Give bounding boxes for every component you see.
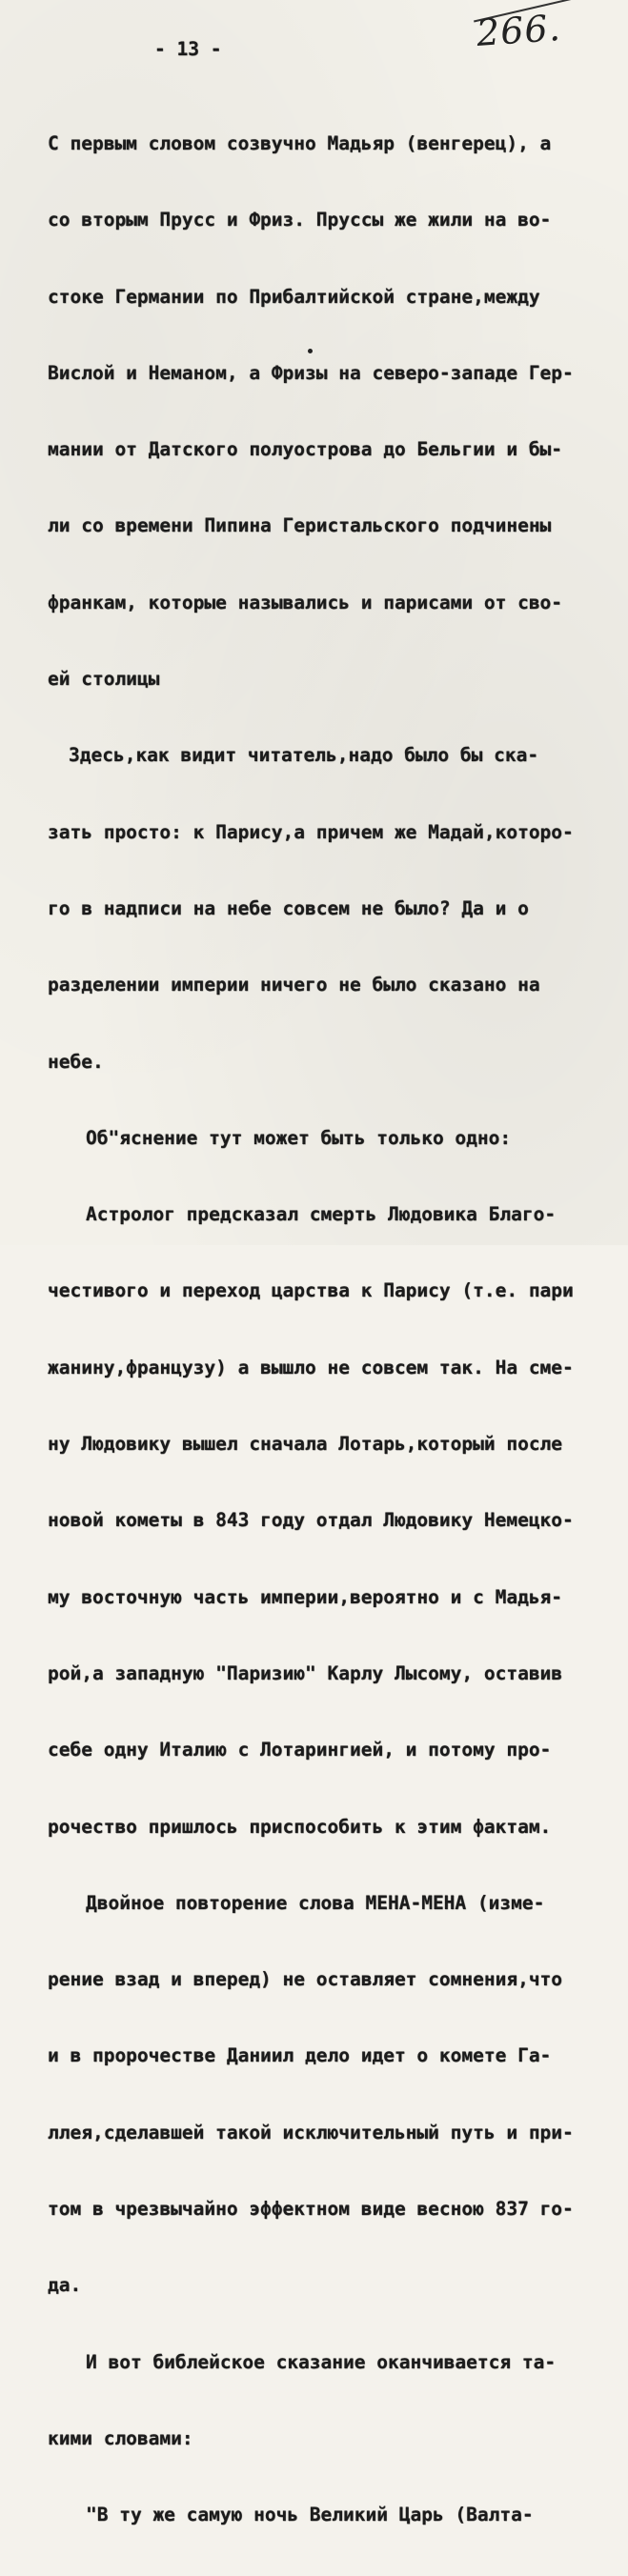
text-line: ллея,сделавшей такой исключительный путь и при-	[48, 2121, 574, 2143]
text-line: ей столицы	[48, 668, 160, 691]
text-line: стоке Германии по Прибалтийской стране,между	[48, 285, 540, 308]
text-line: го в надписи на небе совсем не было? Да и о	[48, 896, 529, 919]
text-line: небе.	[48, 1050, 104, 1073]
text-line: Здесь,как видит читатель,надо было бы ска-	[69, 744, 539, 767]
text-line: франкам, которые назывались и парисами от сво-	[48, 591, 563, 614]
text-line: и в пророчестве Даниил дело идет о комете Га-	[48, 2044, 552, 2067]
text-line: новой кометы в 843 году отдал Людовику Немецко-	[48, 1509, 574, 1532]
text-line: С первым словом созвучно Мадьяр (венгерец), а	[48, 132, 552, 154]
text-line: рочество пришлось приспособить к этим фактам.	[48, 1815, 552, 1838]
text-line: ну Людовику вышел сначала Лотарь,который после	[48, 1433, 563, 1456]
text-line: Об"яснение тут может быть только одно:	[86, 1126, 512, 1149]
text-line: кими словами:	[48, 2426, 193, 2449]
body-text	[48, 84, 619, 2576]
text-line: зать просто: к Парису,а причем же Мадай,которо-	[48, 820, 574, 843]
text-line: мании от Датского полуострова до Бельгии и бы-	[48, 438, 563, 461]
text-line: себе одну Италию с Лотарингией, и потому про-	[48, 1739, 552, 1761]
archive-number: 266.	[475, 6, 563, 55]
text-line: рение взад и вперед) не оставляет сомнения,что	[48, 1968, 563, 1991]
text-line: Астролог предсказал смерть Людовика Благо-	[86, 1203, 557, 1226]
ink-speck	[308, 349, 313, 353]
text-line: ли со времени Пипина Геристальского подчинены	[48, 514, 552, 537]
page-number: - 13 -	[154, 38, 222, 60]
text-line: честивого и переход царства к Парису (т.е. пари	[48, 1279, 574, 1302]
text-line: том в чрезвычайно эффектном виде весною 837 го-	[48, 2198, 574, 2221]
text-line: разделении империи ничего не было сказано на	[48, 974, 540, 996]
text-line: му восточную часть империи,вероятно и с Мадья-	[48, 1585, 563, 1608]
text-line: "В ту же самую ночь Великий Царь (Валта-	[86, 2504, 534, 2526]
text-line: Двойное повторение слова МЕНА-МЕНА (изме-	[86, 1891, 545, 1914]
text-line: со вторым Прусс и Фриз. Пруссы же жили на во-	[48, 209, 552, 231]
text-line: И вот библейское сказание оканчивается та-	[86, 2350, 557, 2373]
text-line: да.	[48, 2274, 82, 2297]
text-line: жанину,французу) а вышло не совсем так. На сме-	[48, 1356, 574, 1379]
text-line: Вислой и Неманом, а Фризы на северо-западе Гер-	[48, 361, 574, 384]
text-line: рой,а западную "Паризию" Карлу Лысому, оставив	[48, 1661, 563, 1684]
